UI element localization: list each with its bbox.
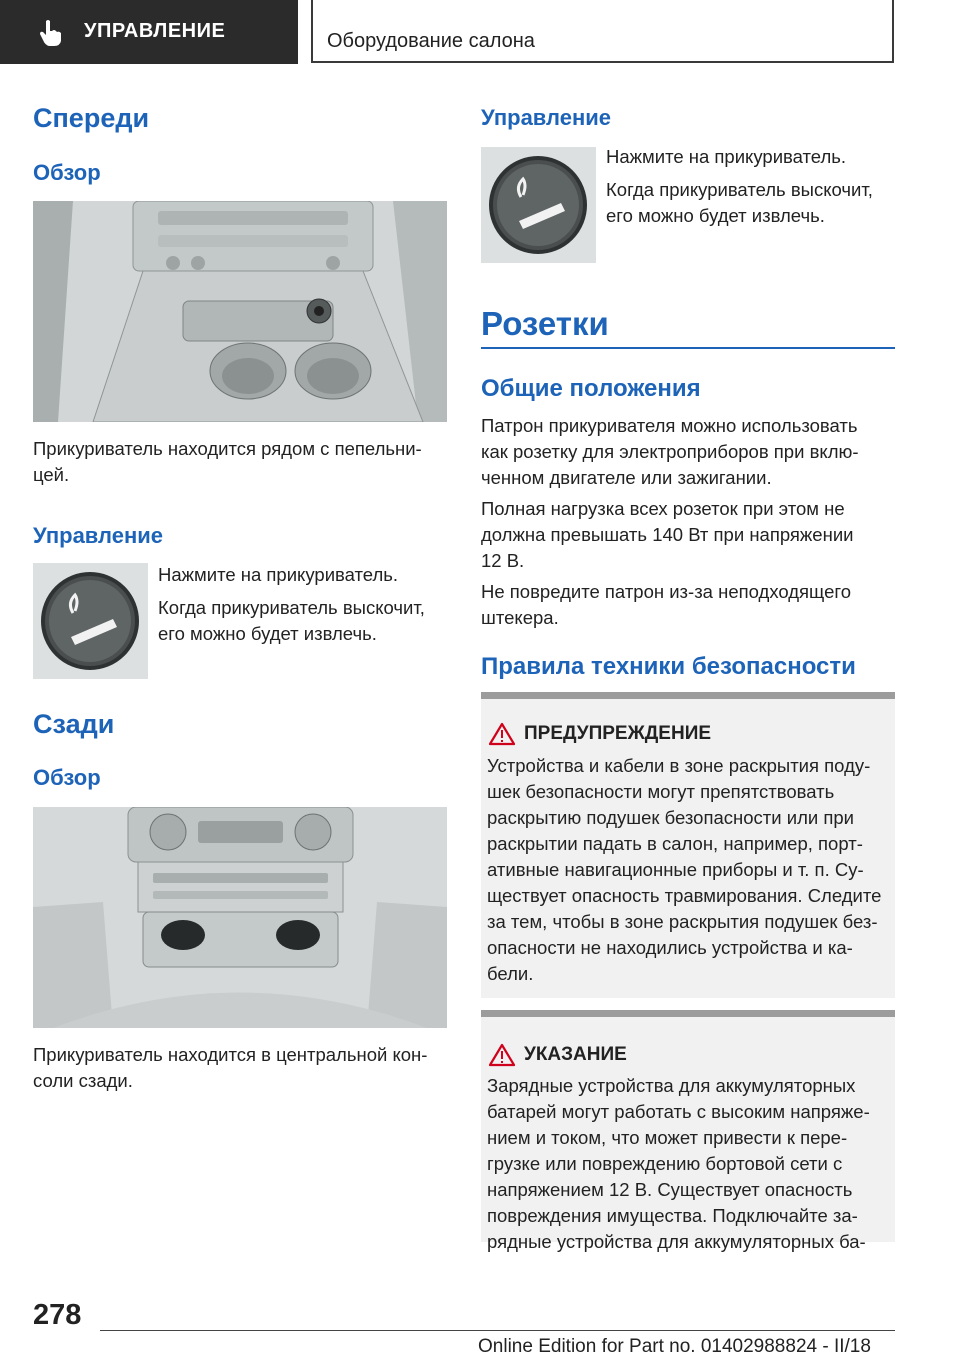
rear-control-note-line2: его можно будет извлечь.	[606, 205, 825, 226]
warning-title: ПРЕДУПРЕЖДЕНИЕ	[524, 723, 712, 744]
rear-caption-line2: соли сзади.	[33, 1070, 133, 1091]
warning-box	[481, 692, 895, 998]
safety-heading: Правила техники безопасности	[481, 653, 856, 680]
warning-line-3: раскрытию подушек безопасности или при	[487, 807, 854, 828]
notice-line-3: нием и током, что может привести к пере-	[487, 1127, 848, 1148]
general-line-2: как розетку для электроприборов при вклю-	[481, 441, 859, 462]
rear-control-note-line1: Когда прикуриватель выскочит,	[606, 179, 873, 200]
front-console-photo	[33, 201, 447, 422]
sockets-title: Розетки	[481, 305, 609, 342]
rear-control-instruction: Нажмите на прикуриватель.	[606, 146, 847, 167]
front-caption-line1: Прикуриватель находится рядом с пепельни-	[33, 438, 422, 459]
general-heading: Общие положения	[481, 375, 701, 402]
front-control-note-line2: его можно будет извлечь.	[158, 623, 377, 644]
notice-line-5: напряжением 12 В. Существует опасность	[487, 1179, 853, 1200]
warning-line-1: Устройства и кабели в зоне раскрытия поду-	[487, 755, 871, 776]
load-line-3: 12 В.	[481, 550, 525, 571]
rear-lighter-button-image	[481, 147, 596, 263]
warning-line-4: раскрытии падать в салон, например, порт-	[487, 833, 863, 854]
front-control-note-line1: Когда прикуриватель выскочит,	[158, 597, 425, 618]
notice-line-4: грузке или повреждению бортовой сети с	[487, 1153, 843, 1174]
section-tab-label: УПРАВЛЕНИЕ	[84, 20, 226, 42]
rear-console-photo	[33, 807, 447, 1028]
load-line-1: Полная нагрузка всех розеток при этом не	[481, 498, 845, 519]
general-line-3: ченном двигателе или зажигании.	[481, 467, 772, 488]
warning-line-7: за тем, чтобы в зоне раскрытия подушек без-	[487, 911, 878, 932]
page-number: 278	[33, 1299, 82, 1331]
edition-footer: Online Edition for Part no. 01402988824 - II/18	[478, 1336, 871, 1357]
sockets-title-rule	[481, 347, 895, 349]
load-line-2: должна превышать 140 Вт при напряжении	[481, 524, 854, 545]
front-lighter-button-image	[33, 563, 148, 679]
warning-line-6: ществует опасность травмирования. Следите	[487, 885, 882, 906]
front-caption-line2: цей.	[33, 464, 70, 485]
damage-line-1: Не повредите патрон из-за неподходящего	[481, 581, 851, 602]
notice-line-2: батарей могут работать с высоким напряже-	[487, 1101, 870, 1122]
warning-line-2: шек безопасности могут препятствовать	[487, 781, 835, 802]
section-tab[interactable]	[0, 0, 298, 64]
rear-title: Сзади	[33, 709, 115, 739]
rear-caption-line1: Прикуриватель находится в центральной кон-	[33, 1044, 428, 1065]
warning-line-9: бели.	[487, 963, 534, 984]
front-overview-heading: Обзор	[33, 160, 101, 185]
chapter-header	[311, 0, 894, 63]
notice-line-6: повреждения имущества. Подключайте за-	[487, 1205, 858, 1226]
notice-title: УКАЗАНИЕ	[524, 1044, 627, 1065]
front-control-heading: Управление	[33, 523, 164, 548]
front-control-instruction: Нажмите на прикуриватель.	[158, 564, 399, 585]
notice-line-7: рядные устройства для аккумуляторных ба-	[487, 1231, 866, 1252]
footer-rule	[100, 1330, 895, 1331]
warning-triangle-icon	[489, 722, 515, 746]
notice-triangle-icon	[489, 1043, 515, 1067]
rear-overview-heading: Обзор	[33, 765, 101, 790]
notice-box	[481, 1010, 895, 1252]
chapter-title: Оборудование салона	[327, 30, 535, 52]
warning-line-5: ативные навигационные приборы и т. п. Су-	[487, 859, 864, 880]
notice-line-1: Зарядные устройства для аккумуляторных	[487, 1075, 856, 1096]
warning-line-8: опасности не находились устройства и ка-	[487, 937, 853, 958]
general-line-1: Патрон прикуривателя можно использовать	[481, 415, 858, 436]
damage-line-2: штекера.	[481, 607, 559, 628]
hand-pointer-icon	[38, 19, 64, 47]
front-title: Спереди	[33, 103, 150, 133]
rear-control-heading: Управление	[481, 105, 612, 130]
